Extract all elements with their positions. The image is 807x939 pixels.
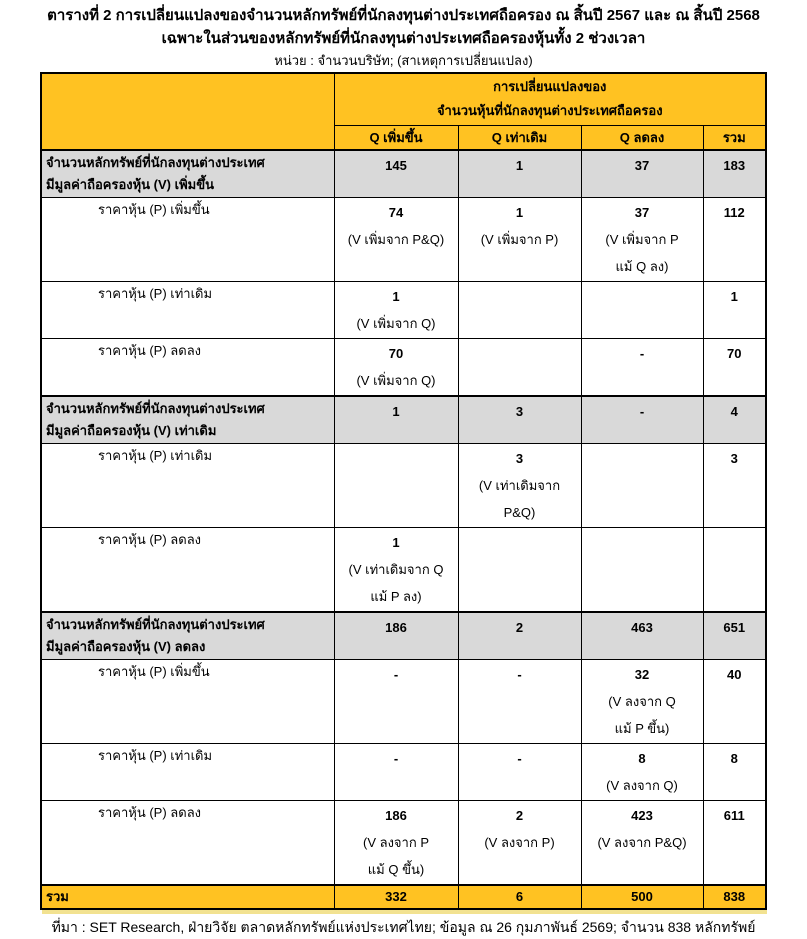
cell-value: 3	[515, 451, 524, 466]
value-cell	[334, 744, 458, 801]
row-label	[41, 150, 334, 198]
cell-value: 6	[515, 889, 524, 904]
cell-reason-note: แม้ Q ขึ้น)	[367, 862, 425, 877]
value-cell	[334, 338, 458, 396]
value-cell	[703, 660, 766, 744]
row-label	[41, 338, 334, 396]
value-cell	[334, 612, 458, 660]
cell-value: -	[639, 345, 645, 361]
table-row	[41, 281, 766, 338]
table-row	[41, 801, 766, 886]
cell-value: 1	[392, 288, 400, 304]
group-header-line1: การเปลี่ยนแปลงของ	[493, 79, 607, 94]
total-row	[41, 885, 766, 909]
group-header-row	[41, 73, 766, 125]
value-cell	[703, 281, 766, 338]
table-body	[41, 150, 766, 910]
value-cell	[458, 444, 581, 528]
section-row	[41, 150, 766, 198]
value-cell	[334, 444, 458, 528]
row-label-line: ราคาหุ้น (P) ลดลง	[98, 532, 202, 547]
cell-value: 423	[631, 808, 653, 823]
cell-value: 32	[634, 667, 650, 682]
table-shadow	[42, 910, 767, 914]
column-header-q-increase: Q เพิ่มขึ้น	[334, 125, 458, 150]
cell-value: 4	[730, 403, 738, 419]
row-label-line: ราคาหุ้น (P) เพิ่มขึ้น	[98, 201, 210, 217]
cell-reason-note: แม้ P ขึ้น)	[614, 721, 670, 736]
cell-reason-note: (V เท่าเดิมจาก P&Q)	[478, 478, 561, 520]
value-cell	[458, 281, 581, 338]
column-header-total: รวม	[703, 125, 766, 150]
title-block	[0, 4, 807, 70]
value-cell	[334, 528, 458, 613]
value-cell	[458, 338, 581, 396]
value-cell	[334, 281, 458, 338]
table-row	[41, 528, 766, 613]
cell-value: 500	[631, 889, 653, 904]
value-cell	[581, 744, 703, 801]
value-cell	[334, 801, 458, 886]
table-row	[41, 744, 766, 801]
cell-value: 3	[515, 403, 524, 419]
cell-reason-note: (V เพิ่มจาก P&Q)	[347, 231, 445, 247]
cell-value: 112	[723, 204, 745, 220]
row-label	[41, 197, 334, 281]
value-cell	[703, 885, 766, 909]
cell-reason-note: (V ลงจาก P&Q)	[597, 835, 687, 850]
value-cell	[581, 801, 703, 886]
cell-value: 838	[723, 889, 746, 904]
row-label	[41, 444, 334, 528]
cell-reason-note: (V ลงจาก P)	[484, 835, 555, 850]
cell-value: -	[393, 751, 399, 766]
row-label-line: มีมูลค่าถือครองหุ้น (V) เท่าเดิม	[46, 422, 217, 438]
cell-value: 611	[723, 808, 745, 823]
cell-reason-note: แม้ Q ลง)	[615, 258, 669, 274]
row-label-line: ราคาหุ้น (P) ลดลง	[98, 342, 202, 358]
value-cell	[334, 885, 458, 909]
value-cell	[581, 197, 703, 281]
value-cell	[703, 528, 766, 613]
row-label	[41, 528, 334, 613]
row-label-line: ราคาหุ้น (P) ลดลง	[98, 805, 202, 820]
cell-value: 70	[727, 345, 742, 361]
cell-value: 463	[631, 620, 653, 635]
value-cell	[334, 396, 458, 444]
cell-reason-note: แม้ P ลง)	[370, 589, 422, 604]
row-label-line: ราคาหุ้น (P) เท่าเดิม	[98, 748, 213, 763]
cell-value: 332	[385, 889, 407, 904]
table-header	[41, 73, 766, 150]
value-cell	[581, 660, 703, 744]
row-label-line: มีมูลค่าถือครองหุ้น (V) เพิ่มขึ้น	[46, 176, 214, 192]
value-cell	[334, 660, 458, 744]
cell-value: 145	[385, 157, 407, 173]
cell-value: 70	[388, 345, 404, 361]
table-title-line2: เฉพาะในส่วนของหลักทรัพย์ที่นักลงทุนต่างประเทศถือครองหุ้นทั้ง 2 ช่วงเวลา	[161, 30, 646, 47]
cell-value: 40	[727, 667, 742, 682]
row-label	[41, 744, 334, 801]
value-cell	[581, 281, 703, 338]
cell-reason-note: (V ลงจาก Q	[608, 694, 676, 709]
value-cell	[458, 744, 581, 801]
value-cell	[703, 197, 766, 281]
cell-value: 1	[392, 403, 400, 419]
column-header-q-same: Q เท่าเดิม	[458, 125, 581, 150]
table-row	[41, 338, 766, 396]
value-cell	[581, 612, 703, 660]
value-cell	[703, 396, 766, 444]
row-label-line: จำนวนหลักทรัพย์ที่นักลงทุนต่างประเทศ	[46, 617, 265, 632]
value-cell	[581, 150, 703, 198]
value-cell	[581, 338, 703, 396]
section-row	[41, 612, 766, 660]
cell-reason-note: (V เพิ่มจาก Q)	[356, 372, 436, 388]
cell-value: 1	[515, 157, 524, 173]
row-label	[41, 885, 334, 909]
row-label-line: รวม	[46, 889, 69, 904]
group-header-cell	[334, 73, 766, 125]
cell-value: 8	[730, 751, 738, 766]
unit-note: หน่วย : จำนวนบริษัท; (สาเหตุการเปลี่ยนแปลง)	[274, 53, 533, 68]
section-row	[41, 396, 766, 444]
cell-value: -	[393, 667, 399, 682]
cell-value: 3	[730, 451, 738, 466]
cell-value: 2	[515, 620, 524, 635]
value-cell	[458, 660, 581, 744]
row-label-line: ราคาหุ้น (P) เท่าเดิม	[98, 448, 213, 463]
cell-value: -	[517, 751, 522, 766]
value-cell	[458, 885, 581, 909]
value-cell	[458, 197, 581, 281]
cell-value: 1	[392, 535, 400, 550]
row-label	[41, 281, 334, 338]
securities-change-table	[40, 72, 767, 910]
value-cell	[334, 150, 458, 198]
value-cell	[458, 528, 581, 613]
cell-reason-note: (V ลงจาก P	[363, 835, 429, 850]
cell-value: -	[517, 667, 522, 682]
table-row	[41, 444, 766, 528]
value-cell	[703, 444, 766, 528]
value-cell	[703, 150, 766, 198]
cell-value: 37	[634, 204, 650, 220]
cell-reason-note: (V เพิ่มจาก P	[605, 231, 679, 247]
group-header-line2: จำนวนหุ้นที่นักลงทุนต่างประเทศถือครอง	[436, 103, 663, 118]
value-cell	[703, 801, 766, 886]
value-cell	[703, 338, 766, 396]
row-label-line: มีมูลค่าถือครองหุ้น (V) ลดลง	[46, 639, 206, 654]
cell-reason-note: (V เพิ่มจาก P)	[480, 231, 559, 247]
row-label-line: จำนวนหลักทรัพย์ที่นักลงทุนต่างประเทศ	[46, 400, 265, 416]
value-cell	[458, 801, 581, 886]
value-cell	[458, 150, 581, 198]
cell-value: -	[639, 403, 645, 419]
cell-value: 2	[515, 808, 524, 823]
row-label-line: ราคาหุ้น (P) เท่าเดิม	[98, 285, 213, 301]
row-label	[41, 396, 334, 444]
cell-value: 186	[385, 620, 407, 635]
cell-value: 1	[730, 288, 738, 304]
row-label	[41, 612, 334, 660]
value-cell	[458, 612, 581, 660]
table-row	[41, 197, 766, 281]
value-cell	[581, 885, 703, 909]
cell-value: 183	[723, 157, 746, 173]
cell-reason-note: (V เพิ่มจาก Q)	[356, 315, 436, 331]
row-label	[41, 660, 334, 744]
value-cell	[581, 528, 703, 613]
value-cell	[334, 197, 458, 281]
row-label-line: ราคาหุ้น (P) เพิ่มขึ้น	[98, 664, 210, 679]
cell-value: 186	[385, 808, 407, 823]
value-cell	[581, 444, 703, 528]
value-cell	[581, 396, 703, 444]
row-label-line: จำนวนหลักทรัพย์ที่นักลงทุนต่างประเทศ	[46, 154, 265, 170]
value-cell	[458, 396, 581, 444]
column-header-q-decrease: Q ลดลง	[581, 125, 703, 150]
value-cell	[703, 744, 766, 801]
cell-value: 8	[638, 751, 646, 766]
source-note: ที่มา : SET Research, ฝ่ายวิจัย ตลาดหลักทรัพย์แห่งประเทศไทย; ข้อมูล ณ 26 กุมภาพันธ์ 2569; จำนวน 838 หลักทรัพย์	[51, 919, 756, 935]
cell-value: 651	[723, 620, 746, 635]
table-row	[41, 660, 766, 744]
value-cell	[703, 612, 766, 660]
row-label	[41, 801, 334, 886]
cell-reason-note: (V เท่าเดิมจาก Q	[348, 562, 444, 577]
cell-reason-note: (V ลงจาก Q)	[606, 778, 678, 793]
table-title-line1: ตารางที่ 2 การเปลี่ยนแปลงของจำนวนหลักทรัพย์ที่นักลงทุนต่างประเทศถือครอง ณ สิ้นปี 2567 และ ณ สิ้นปี 2568	[47, 7, 760, 24]
corner-cell	[41, 73, 334, 150]
cell-value: 37	[634, 157, 650, 173]
cell-value: 74	[388, 204, 404, 220]
cell-value: 1	[515, 204, 524, 220]
